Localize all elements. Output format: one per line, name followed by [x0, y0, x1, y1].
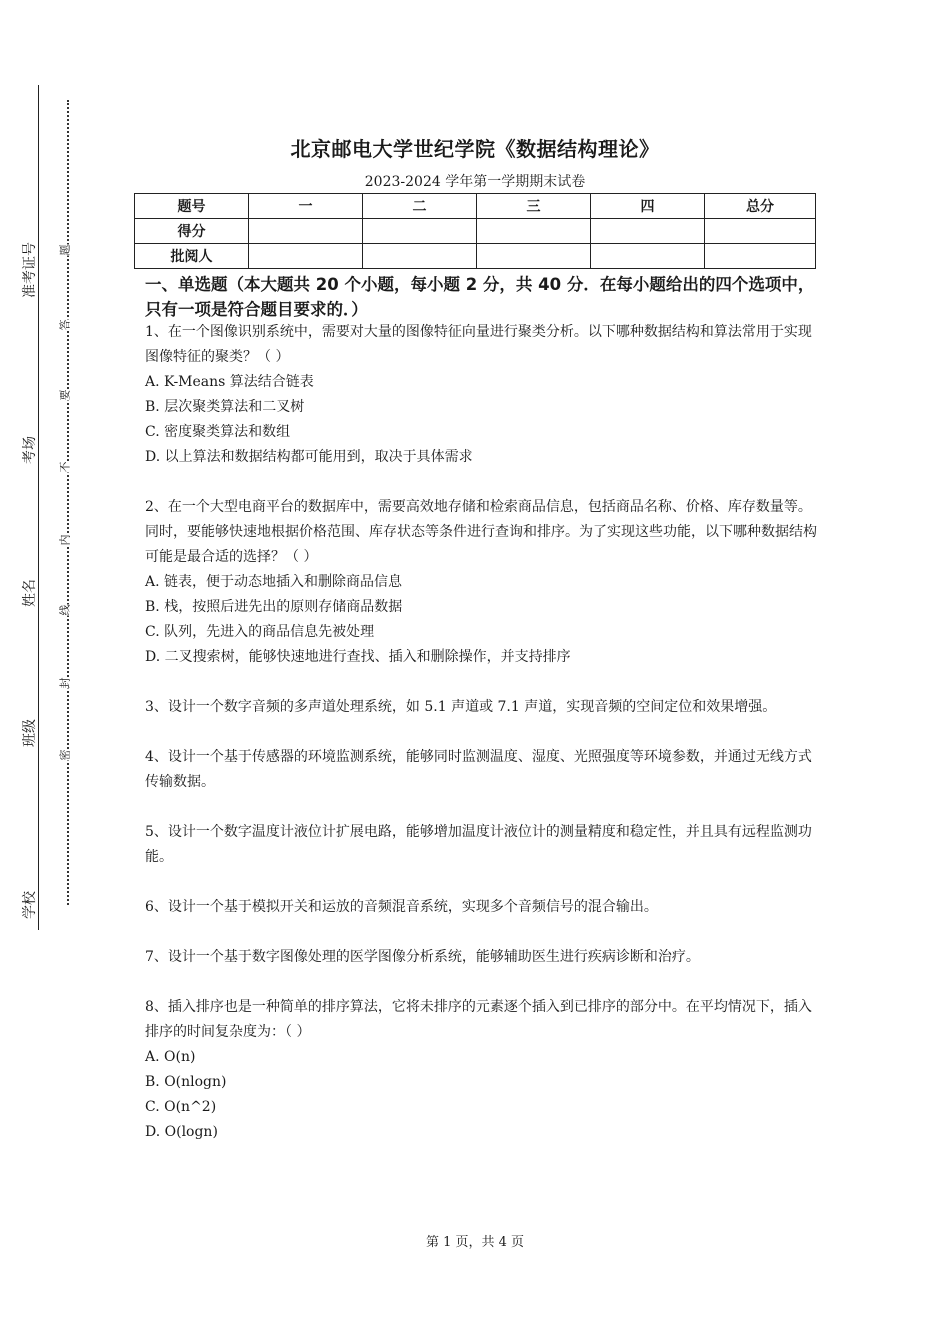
score-table	[134, 193, 816, 269]
option-a: A. 链表，便于动态地插入和删除商品信息	[145, 574, 403, 590]
question-text: 2、在一个大型电商平台的数据库中，需要高效地存储和检索商品信息，包括商品名称、价格、库存数量等。同时，要能够快速地根据价格范围、库存状态等条件进行查询和排序。为了实现这些功能，以下哪种数据结构可能是最合适的选择？（ ）	[145, 499, 817, 565]
option-c: C. O(n^2)	[145, 1099, 217, 1115]
seal-dotted-line	[67, 100, 69, 905]
question-text: 8、插入排序也是一种简单的排序算法，它将未排序的元素逐个插入到已排序的部分中。在平均情况下，插入排序的时间复杂度为：（ ）	[145, 999, 812, 1040]
option-c: C. 密度聚类算法和数组	[145, 424, 291, 440]
option-d: D. 二叉搜索树，能够快速地进行查找、插入和删除操作，并支持排序	[145, 649, 571, 665]
score-row-label: 批阅人	[135, 244, 249, 269]
question-6	[145, 895, 817, 920]
score-cell	[249, 244, 363, 269]
option-a: A. O(n)	[145, 1049, 196, 1065]
binding-label-exam-id: 准考证号	[22, 242, 38, 298]
question-2	[145, 495, 817, 670]
seal-char: 封	[58, 677, 72, 689]
seal-char: 线	[58, 604, 72, 616]
question-5	[145, 820, 817, 870]
section-heading: 一、单选题（本大题共 20 个小题，每小题 2 分，共 40 分．在每小题给出的四个选项中，只有一项是符合题目要求的．）	[145, 275, 815, 319]
option-b: B. O(nlogn)	[145, 1074, 227, 1090]
score-table-header-row	[135, 194, 816, 219]
page-number: 第 1 页，共 4 页	[425, 1235, 525, 1250]
score-header-cell: 一	[249, 194, 363, 219]
score-header-cell: 三	[477, 194, 591, 219]
score-cell	[363, 219, 477, 244]
option-c: C. 队列，先进入的商品信息先被处理	[145, 624, 375, 640]
question-text: 3、设计一个数字音频的多声道处理系统，如 5.1 声道或 7.1 声道，实现音频的空间定位和效果增强。	[145, 699, 777, 715]
score-header-cell: 四	[591, 194, 705, 219]
binding-label-name: 姓名	[22, 579, 38, 607]
seal-char: 不	[58, 461, 72, 473]
seal-char: 题	[58, 244, 72, 256]
question-list	[145, 320, 817, 1145]
score-cell	[363, 244, 477, 269]
score-cell	[477, 244, 591, 269]
question-text: 5、设计一个数字温度计液位计扩展电路，能够增加温度计液位计的测量精度和稳定性，并且具有远程监测功能。	[145, 824, 812, 865]
score-header-cell: 二	[363, 194, 477, 219]
question-7	[145, 945, 817, 970]
score-cell	[705, 219, 816, 244]
seal-char: 内	[58, 534, 72, 546]
option-d: D. O(logn)	[145, 1124, 218, 1140]
score-cell	[591, 244, 705, 269]
binding-label-school: 学校	[22, 891, 38, 919]
score-table-row	[135, 244, 816, 269]
option-d: D. 以上算法和数据结构都可能用到，取决于具体需求	[145, 449, 473, 465]
option-b: B. 层次聚类算法和二叉树	[145, 399, 305, 415]
question-8	[145, 995, 817, 1145]
question-1	[145, 320, 817, 470]
binding-label-class: 班级	[22, 719, 38, 747]
binding-label-exam-room: 考场	[22, 436, 38, 464]
question-4	[145, 745, 817, 795]
score-cell	[249, 219, 363, 244]
score-header-cell: 题号	[135, 194, 249, 219]
score-header-cell: 总分	[705, 194, 816, 219]
score-cell	[477, 219, 591, 244]
seal-char: 答	[58, 319, 72, 331]
seal-char: 密	[58, 749, 72, 761]
score-cell	[591, 219, 705, 244]
binding-line	[38, 85, 39, 930]
option-a: A. K-Means 算法结合链表	[145, 374, 314, 390]
score-table-row	[135, 219, 816, 244]
score-cell	[705, 244, 816, 269]
score-row-label: 得分	[135, 219, 249, 244]
question-text: 7、设计一个基于数字图像处理的医学图像分析系统，能够辅助医生进行疾病诊断和治疗。	[145, 949, 700, 965]
question-text: 1、在一个图像识别系统中，需要对大量的图像特征向量进行聚类分析。以下哪种数据结构和算法常用于实现图像特征的聚类？（ ）	[145, 324, 812, 365]
question-text: 6、设计一个基于模拟开关和运放的音频混音系统，实现多个音频信号的混合输出。	[145, 899, 658, 915]
option-b: B. 栈，按照后进先出的原则存储商品数据	[145, 599, 403, 615]
question-3	[145, 695, 817, 720]
question-text: 4、设计一个基于传感器的环境监测系统，能够同时监测温度、湿度、光照强度等环境参数，并通过无线方式传输数据。	[145, 749, 812, 790]
seal-char: 要	[58, 389, 72, 401]
exam-title: 北京邮电大学世纪学院《数据结构理论》	[290, 137, 660, 161]
exam-subtitle: 2023-2024 学年第一学期期末试卷	[364, 174, 586, 190]
